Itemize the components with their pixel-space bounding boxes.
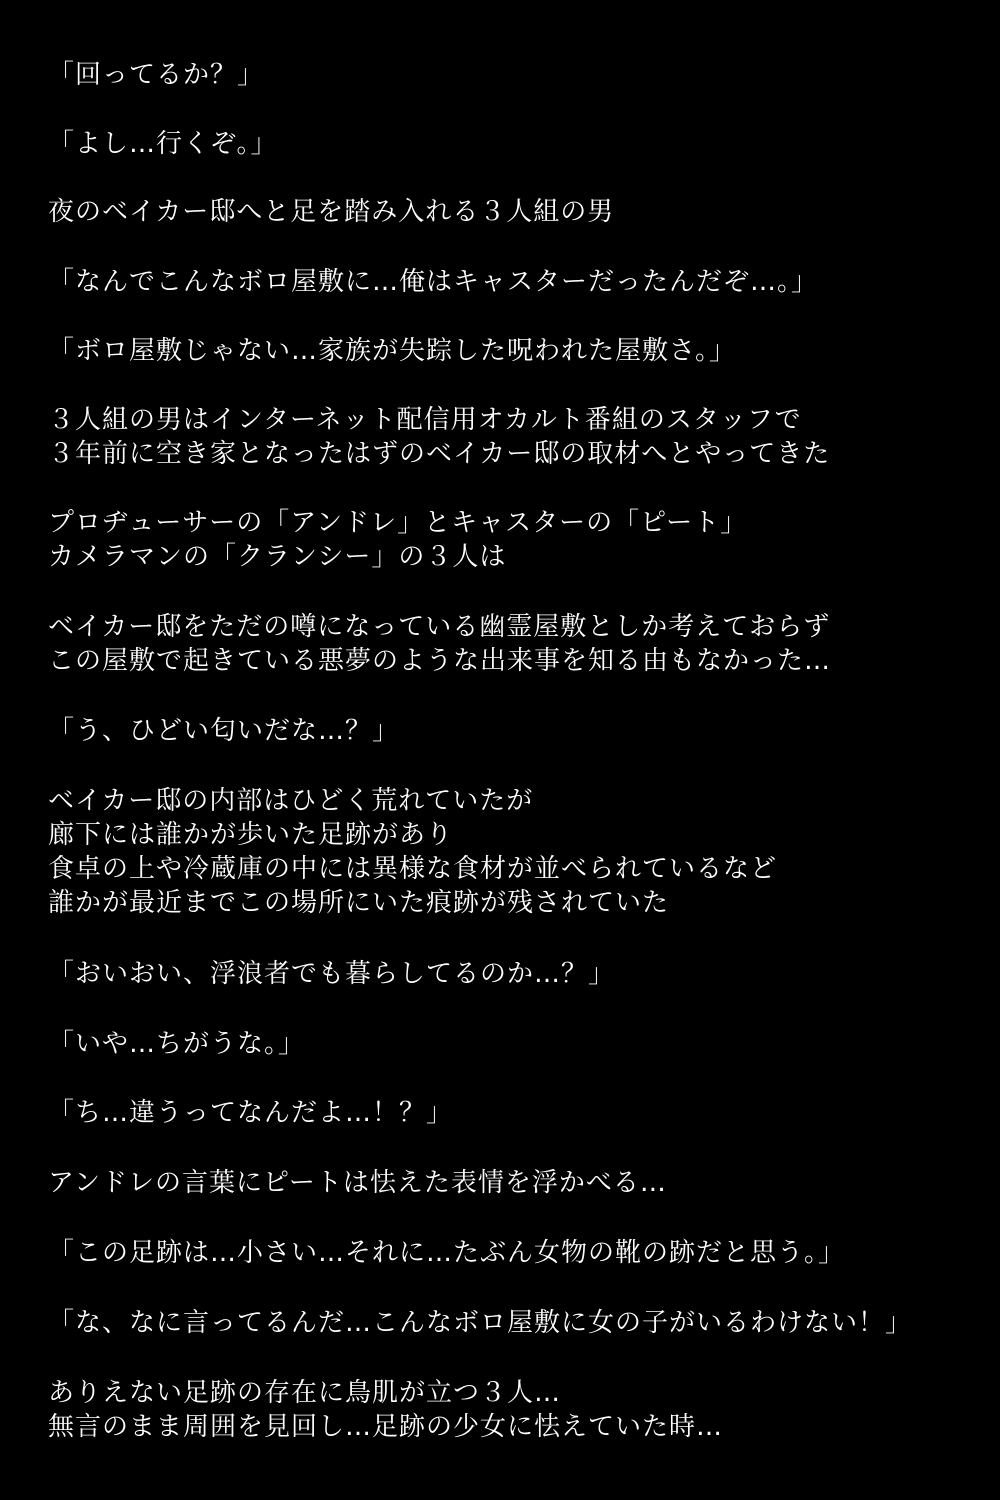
story-line: 「よし…行くぞ。」 — [48, 129, 278, 159]
story-line: この屋敷で起きている悪夢のような出来事を知る由もなかった… — [48, 646, 832, 676]
story-line: 廊下には誰かが歩いた足跡があり — [48, 820, 454, 850]
story-line: 「ボロ屋敷じゃない…家族が失踪した呪われた屋敷さ。」 — [48, 336, 736, 366]
story-line: ３人組の男はインターネット配信用オカルト番組のスタッフで — [48, 405, 802, 435]
story-line: カメラマンの「クランシー」の３人は — [48, 542, 507, 572]
story-line: ベイカー邸の内部はひどく荒れていたが — [48, 786, 534, 816]
story-line: 夜のベイカー邸へと足を踏み入れる３人組の男 — [48, 197, 615, 227]
story-line: ベイカー邸をただの噂になっている幽霊屋敷としか考えておらず — [48, 612, 831, 642]
story-line: アンドレの言葉にピートは怯えた表情を浮かべる… — [48, 1168, 667, 1198]
story-line: 「いや…ちがうな。」 — [48, 1029, 306, 1059]
story-line: ありえない足跡の存在に鳥肌が立つ３人… — [48, 1378, 562, 1408]
story-line: プロヂューサーの「アンドレ」とキャスターの「ピート」 — [48, 508, 748, 538]
story-line: 「なんでこんなボロ屋敷に…俺はキャスターだったんだぞ…。」 — [48, 267, 819, 297]
story-line: 「おいおい、浮浪者でも暮らしてるのか…？」 — [48, 959, 616, 989]
story-line: 食卓の上や冷蔵庫の中には異様な食材が並べられているなど — [48, 854, 778, 884]
story-line: 無言のまま周囲を見回し…足跡の少女に怯えていた時… — [48, 1412, 724, 1442]
story-line: 「この足跡は…小さい…それに…たぶん女物の靴の跡だと思う。」 — [48, 1238, 846, 1268]
story-line: 誰かが最近までこの場所にいた痕跡が残されていた — [48, 888, 670, 918]
story-line: ３年前に空き家となったはずのベイカー邸の取材へとやってきた — [48, 439, 831, 469]
story-line: 「ち…違うってなんだよ…！？」 — [48, 1098, 454, 1128]
story-line: 「う、ひどい匂いだな…？」 — [48, 716, 400, 746]
story-line: 「回ってるか？」 — [48, 60, 265, 90]
story-line: 「な、なに言ってるんだ…こんなボロ屋敷に女の子がいるわけない！」 — [48, 1308, 913, 1338]
